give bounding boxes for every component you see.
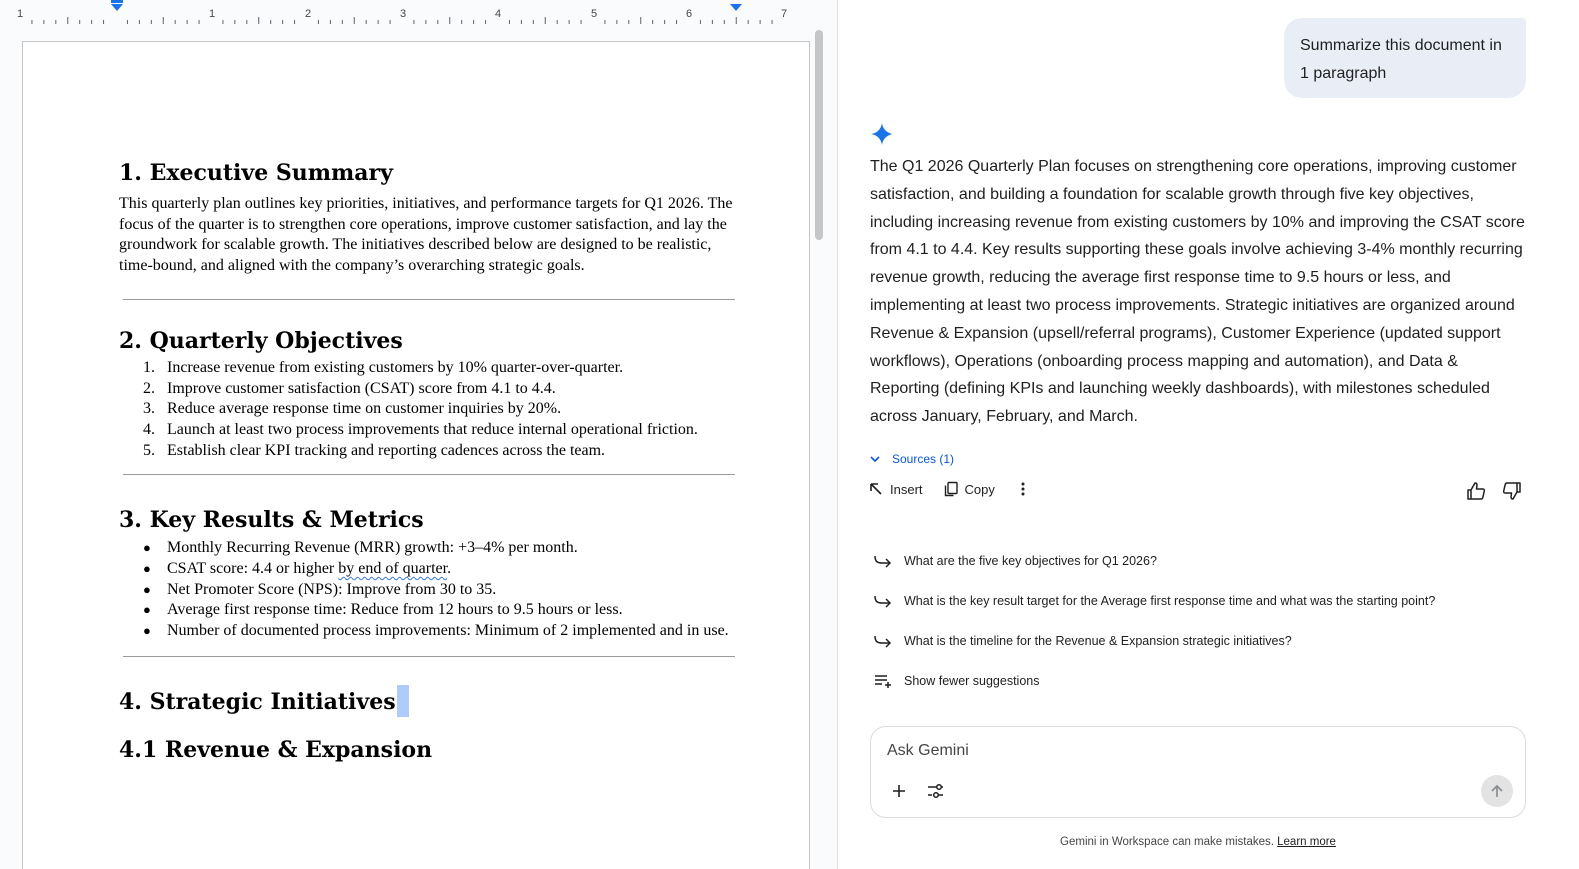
list-item <box>119 621 739 642</box>
heading-text: 4. Strategic Initiatives <box>119 688 396 715</box>
sources-label: Sources (1) <box>892 452 955 466</box>
heading-key-results: 3. Key Results & Metrics <box>119 507 424 534</box>
more-options-button[interactable] <box>1015 481 1031 497</box>
disclaimer <box>838 836 1558 848</box>
list-item-text: Increase revenue from existing customers by 10% quarter-over-quarter. <box>167 358 624 376</box>
spellcheck-suggestion[interactable]: by end of quarter <box>338 560 448 578</box>
show-fewer-label: Show fewer suggestions <box>904 674 1040 688</box>
chevron-down-icon <box>870 454 880 464</box>
left-indent-marker[interactable] <box>110 0 124 12</box>
learn-more-link[interactable]: Learn more <box>1277 836 1336 848</box>
list-item <box>119 580 739 601</box>
reply-arrow-icon <box>874 554 892 568</box>
bullet-icon: ● <box>143 540 151 556</box>
insert-label: Insert <box>890 481 923 497</box>
insert-button[interactable] <box>868 481 923 497</box>
document-content[interactable] <box>119 158 739 765</box>
disclaimer-text: Gemini in Workspace can make mistakes. <box>1060 836 1274 848</box>
text-selection <box>397 685 409 717</box>
gemini-response-text: The Q1 2026 Quarterly Plan focuses on strengthening core operations, improving customer satisfaction, and building a foundation for scalable growth through five key objectives, including increasing revenue from existing customers by 10% and improving the CSAT score from 4.1 to 4.4. Key results supporting these goals involve achieving 3-4% monthly recurring revenue growth, reducing the average first response time to 9.5 hours or less, and implementing at least two process improvements. Strategic initiatives are organized around Revenue & Expansion (upsell/referral programs), Customer Experience (updated support workflows), Operations (onboarding process mapping and automation), and Data & Reporting (defining KPIs and launching weekly dashboards), with milestones scheduled across January, February, and March. <box>870 158 1525 426</box>
heading-revenue-expansion: 4.1 Revenue & Expansion <box>119 736 433 763</box>
send-button[interactable] <box>1481 775 1513 807</box>
horizontal-rule <box>123 656 735 657</box>
copy-icon <box>943 481 959 497</box>
executive-summary-paragraph: This quarterly plan outlines key priorities, initiatives, and performance targets for Q1 2026. The focus of the quarter is to strengthen core operations, improve customer satisfaction, and lay the groundwork for scalable growth. The initiatives described below are designed to be realistic, time-bound, and aligned with the company’s overarching strategic goals. <box>119 195 733 275</box>
document-page[interactable] <box>22 41 810 869</box>
list-item-text: CSAT score: 4.4 or higher <box>167 560 339 578</box>
ruler-number: 1 <box>16 8 24 20</box>
list-number: 4. <box>143 420 155 438</box>
list-item <box>119 538 739 559</box>
show-fewer-suggestions-button[interactable] <box>874 661 1435 701</box>
suggestion-item[interactable] <box>874 621 1435 661</box>
bullet-icon: ● <box>143 623 151 639</box>
copy-button[interactable] <box>943 481 995 497</box>
ruler-number: 6 <box>685 8 693 20</box>
horizontal-rule <box>123 299 735 300</box>
tools-settings-icon[interactable] <box>925 781 945 801</box>
gemini-side-panel <box>838 0 1579 869</box>
suggestion-text: What are the five key objectives for Q1 2026? <box>904 554 1157 568</box>
list-item <box>119 600 739 621</box>
list-item-text: Launch at least two process improvements that reduce internal operational friction. <box>167 420 698 438</box>
horizontal-rule <box>123 474 735 475</box>
bullet-icon: ● <box>143 561 151 577</box>
list-item <box>119 399 739 420</box>
ask-gemini-input[interactable] <box>887 739 1447 763</box>
thumbs-down-icon[interactable] <box>1502 481 1522 501</box>
heading-quarterly-objectives: 2. Quarterly Objectives <box>119 327 403 354</box>
suggestion-item[interactable] <box>874 581 1435 621</box>
bullet-icon: ● <box>143 602 151 618</box>
sources-toggle[interactable] <box>870 450 954 468</box>
ruler-number: 7 <box>780 8 788 20</box>
key-results-list <box>119 538 739 642</box>
list-item-text: . <box>447 560 452 578</box>
user-prompt-bubble: Summarize this document in 1 paragraph <box>1284 18 1526 98</box>
more-vert-icon <box>1015 481 1031 497</box>
arrow-up-icon <box>1489 783 1505 799</box>
horizontal-ruler[interactable] <box>0 0 826 26</box>
list-item-text: Monthly Recurring Revenue (MRR) growth: +3–4% per month. <box>167 539 578 557</box>
reply-arrow-icon <box>874 634 892 648</box>
ruler-number: 1 <box>208 8 216 20</box>
right-indent-marker[interactable] <box>729 0 743 12</box>
reply-arrow-icon <box>874 594 892 608</box>
list-number: 3. <box>143 400 155 418</box>
heading-executive-summary: 1. Executive Summary <box>119 160 393 186</box>
list-item <box>119 420 739 441</box>
bullet-icon: ● <box>143 581 151 597</box>
suggestion-text: What is the timeline for the Revenue & Expansion strategic initiatives? <box>904 634 1292 648</box>
list-number: 2. <box>143 379 155 397</box>
gemini-sparkle-icon <box>870 122 894 146</box>
ask-gemini-composer <box>870 726 1526 818</box>
list-item-text: Average first response time: Reduce from 12 hours to 9.5 hours or less. <box>167 601 623 619</box>
list-item <box>119 559 739 580</box>
list-sparkle-icon <box>874 673 892 689</box>
objectives-list <box>119 358 739 462</box>
thumbs-up-icon[interactable] <box>1466 481 1486 501</box>
suggestion-text: What is the key result target for the Average first response time and what was the starting point? <box>904 594 1436 608</box>
suggestion-list <box>874 541 1435 701</box>
list-item-text: Reduce average response time on customer inquiries by 20%. <box>167 400 562 418</box>
list-item-text: Net Promoter Score (NPS): Improve from 30 to 35. <box>167 580 497 598</box>
add-plus-icon[interactable] <box>889 781 909 801</box>
insert-arrow-icon <box>868 481 884 497</box>
ruler-number: 3 <box>399 8 407 20</box>
suggestion-item[interactable] <box>874 541 1435 581</box>
heading-strategic-initiatives <box>119 685 739 717</box>
ruler-number: 4 <box>494 8 502 20</box>
response-actions <box>868 481 1031 497</box>
list-number: 1. <box>143 358 155 376</box>
list-item-text: Improve customer satisfaction (CSAT) score from 4.1 to 4.4. <box>167 379 556 397</box>
ruler-number: 5 <box>590 8 598 20</box>
document-scrollbar[interactable] <box>815 30 823 240</box>
list-item-text: Number of documented process improvements: Minimum of 2 implemented and in use. <box>167 622 729 640</box>
list-item <box>119 441 739 462</box>
feedback-buttons <box>1466 481 1522 501</box>
copy-label: Copy <box>964 481 995 497</box>
list-item <box>119 358 739 379</box>
list-item <box>119 379 739 400</box>
list-item-text: Establish clear KPI tracking and reporting cadences across the team. <box>167 441 606 459</box>
list-number: 5. <box>143 441 155 459</box>
ruler-number: 2 <box>304 8 312 20</box>
